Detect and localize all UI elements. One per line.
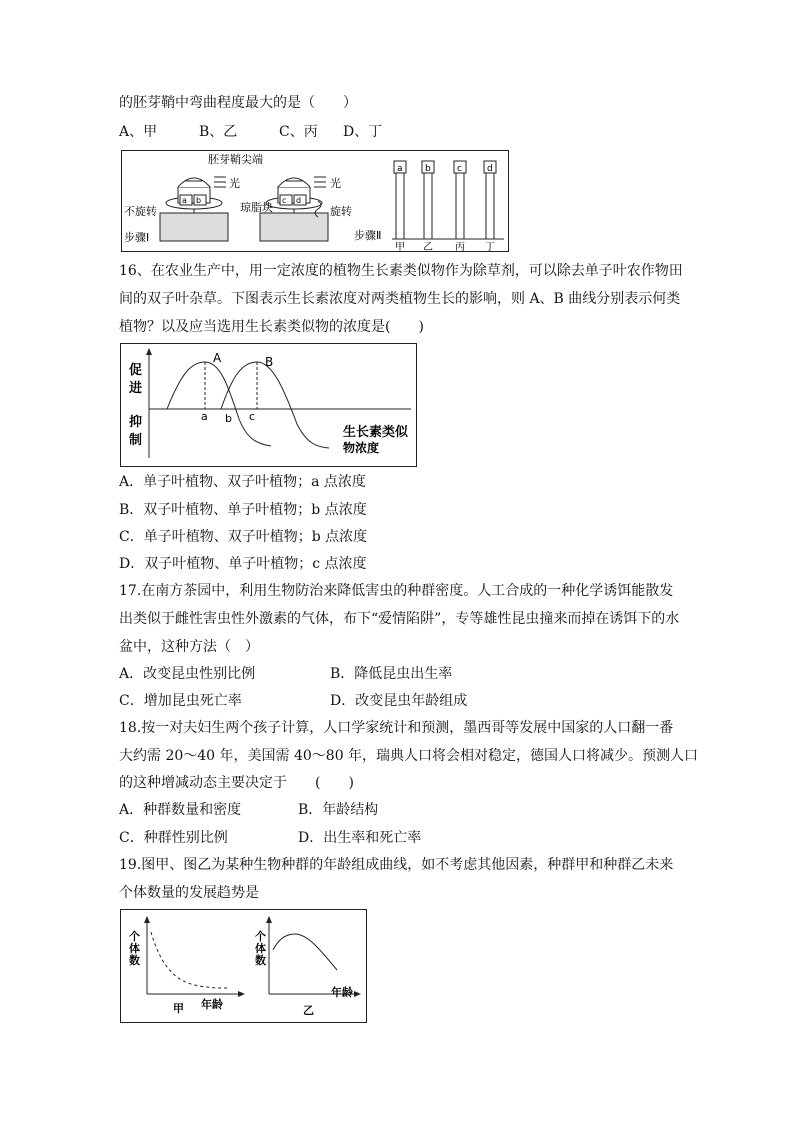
label-pt-b: b: [225, 412, 232, 425]
y-down-2: 制: [129, 433, 143, 448]
label-pt-a: a: [201, 410, 208, 423]
x-label-2: 物浓度: [343, 441, 380, 455]
q15-tail: 的胚芽鞘中弯曲程度最大的是（ ）: [119, 95, 357, 111]
block-b: b: [196, 196, 202, 205]
col-yi: 乙: [423, 242, 433, 251]
y-up-1: 促: [129, 363, 143, 378]
q18-option-a: A．种群数量和密度: [119, 802, 242, 818]
q18-option-d: D．出生率和死亡率: [298, 830, 422, 846]
q16-line-1: 16、在农业生产中，用一定浓度的植物生长素类似物作为除草剂，可以除去单子叶农作物田: [119, 263, 683, 279]
q17-option-c: C．增加昆虫死亡率: [119, 693, 242, 709]
rotate-label: 旋转: [330, 205, 352, 218]
q16-option-c: C．单子叶植物、双子叶植物；b 点浓度: [119, 529, 368, 545]
q17-line-1: 17.在南方茶园中，利用生物防治来降低害虫的种群密度。人工合成的一种化学诱饵能散发: [119, 583, 674, 599]
block-a: a: [182, 196, 187, 205]
step2-label: 步骤Ⅱ: [354, 229, 382, 242]
light-arrows-right: [314, 177, 326, 187]
q19-right-y-arrow: [266, 916, 272, 923]
step1-label: 步骤Ⅰ: [124, 231, 150, 244]
q19-left-y-1: 个: [129, 930, 140, 943]
q19-curve-jia: [151, 932, 229, 988]
q17-option-b: B．降低昆虫出生率: [330, 666, 453, 682]
q18-line-3: 的这种增减动态主要决定于 ( ): [119, 775, 354, 791]
q18-option-c: C．种群性别比例: [119, 830, 228, 846]
q19-right-x-label: 年龄: [331, 986, 353, 999]
q19-left-x-arrow: [238, 991, 245, 997]
q16-chart-svg: [121, 344, 416, 466]
q15-figure: [121, 150, 509, 252]
block-c: c: [282, 196, 287, 205]
q19-left-y-arrow: [144, 916, 150, 923]
q18-option-b: B．年龄结构: [298, 802, 379, 818]
col-jia: 甲: [395, 242, 405, 251]
light1-label: 光: [229, 177, 240, 190]
q19-left-x-label: 年龄: [201, 998, 223, 1011]
agar-label: 琼脂块: [240, 201, 273, 214]
step2-block-a: a: [397, 164, 403, 174]
q16-line-3: 植物？以及应当选用生长素类似物的浓度是( ): [119, 319, 424, 335]
label-pt-c: c: [249, 410, 256, 423]
light2-label: 光: [330, 177, 341, 190]
block-d: d: [296, 196, 302, 205]
x-label-1: 生长素类似: [343, 425, 409, 440]
q19-left-y-2: 体: [129, 942, 140, 955]
q15-option-b: B、乙: [199, 124, 238, 140]
step2-block-b: b: [425, 164, 431, 174]
q15-option-c: C、丙: [279, 124, 318, 140]
q19-line-2: 个体数量的发展趋势是: [119, 885, 259, 901]
curve-a: [167, 362, 271, 446]
q17-line-3: 盆中，这种方法（ ）: [119, 639, 259, 655]
curve-b: [221, 362, 329, 448]
q16-y-arrow: [146, 348, 152, 355]
step2-block-d: d: [487, 164, 493, 174]
q19-right-y-3: 数: [255, 954, 266, 967]
q17-option-d: D．改变昆虫年龄组成: [330, 693, 468, 709]
q19-right-y-1: 个: [255, 930, 266, 943]
y-down-1: 抑: [129, 415, 143, 430]
step2-block-c: c: [457, 164, 462, 174]
q18-line-2: 大约需 20～40 年，美国需 40～80 年，瑞典人口将会相对稳定，德国人口将减少。预测人口: [119, 748, 699, 764]
col-bing: 丙: [455, 242, 465, 251]
q19-chart: [120, 909, 367, 1023]
q15-diagram: [122, 151, 508, 251]
q16-line-2: 间的双子叶杂草。下图表示生长素浓度对两类植物生长的影响，则 A、B 曲线分别表示何类: [119, 291, 681, 307]
q19-curve-yi: [273, 934, 337, 970]
q19-line-1: 19.图甲、图乙为某种生物种群的年龄组成曲线，如不考虑其他因素，种群甲和种群乙未来: [119, 857, 674, 873]
q18-line-1: 18.按一对夫妇生两个孩子计算，人口学家统计和预测，墨西哥等发展中国家的人口翻一番: [119, 720, 674, 736]
q19-name-yi: 乙: [303, 1004, 314, 1017]
label-curve-b: B: [265, 355, 274, 369]
y-up-2: 进: [129, 381, 143, 396]
q19-name-jia: 甲: [173, 1002, 184, 1015]
no-rotate-label: 不旋转: [124, 205, 157, 218]
q16-option-d: D．双子叶植物、单子叶植物；c 点浓度: [119, 556, 367, 572]
step2-coleoptiles: [394, 161, 496, 239]
q19-right-y-2: 体: [255, 942, 266, 955]
q19-chart-svg: [121, 910, 366, 1022]
label-curve-a: A: [213, 351, 222, 365]
tip-label: 胚芽鞘尖端: [208, 153, 263, 166]
light-arrows-left: [214, 177, 226, 187]
q16-option-b: B．双子叶植物、单子叶植物；b 点浓度: [119, 502, 367, 518]
col-ding: 丁: [485, 242, 495, 251]
q17-option-a: A．改变昆虫性别比例: [119, 666, 256, 682]
q15-option-a: A、甲: [119, 124, 158, 140]
q19-right-x-arrow: [354, 991, 361, 997]
q16-option-a: A．单子叶植物、双子叶植物；a 点浓度: [119, 474, 366, 490]
q15-option-d: D、丁: [343, 124, 383, 140]
q19-left-y-3: 数: [129, 954, 140, 967]
q17-line-2: 出类似于雌性害虫性外激素的气体，布下“爱情陷阱”，专等雄性昆虫撞来而掉在诱饵下的水: [119, 611, 680, 627]
q16-chart: [120, 343, 417, 467]
